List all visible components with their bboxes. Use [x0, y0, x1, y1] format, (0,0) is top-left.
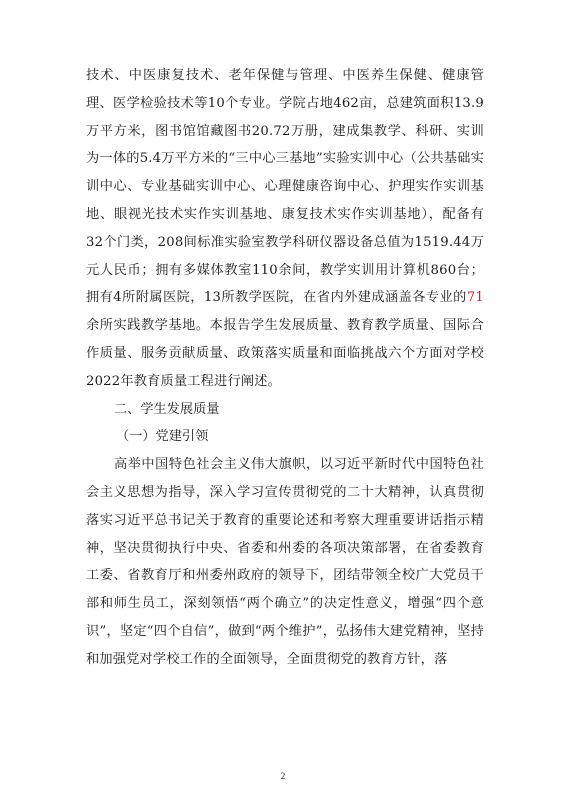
page-number: 2	[280, 771, 286, 781]
intro-paragraph	[86, 62, 484, 396]
section-heading: 二、学生发展质量	[114, 401, 220, 417]
page-content	[86, 62, 484, 674]
highlighted-number: 71	[466, 290, 484, 306]
subsection-heading: （一）党建引领	[116, 429, 209, 445]
intro-text-before: 技术、中医康复技术、老年保健与管理、中医养生保健、健康管理、医学检验技术等10个专业。学院占地462亩，总建筑面积13.9万平方米，图书馆馆藏图书20.72万册，建成集教学、科研、实训为一体的5.4万平方米的“三中心三基地”实验实训中心（公共基础实训中心、专业基础实训中心、心理健康咨询中心、护理实作实训基地、眼视光技术实作实训基地、康复技术实作实训基地），配备有32个门类，208间标准实验室教学科研仪器设备总值为1519.44万元人民币；拥有多媒体教室110余间，教学实训用计算机860台；拥有4所附属医院，13所教学医院，在省内外建成涵盖各专业的	[86, 68, 484, 306]
body-paragraph: 高举中国特色社会主义伟大旗帜，以习近平新时代中国特色社会主义思想为指导，深入学习宣传贯彻党的二十大精神，认真贯彻落实习近平总书记关于教育的重要论述和考察大理重要讲话指示精神，坚决贯彻执行中央、省委和州委的各项决策部署，在省委教育工委、省教育厅和州委州政府的领导下，团结带领全校广大党员干部和师生员工，深刻领悟“两个确立”的决定性意义，增强“四个意识”，坚定“四个自信”，做到“两个维护”，弘扬伟大建党精神，坚持和加强党对学校工作的全面领导，全面贯彻党的教育方针，落	[86, 457, 484, 667]
intro-text-after: 余所实践教学基地。本报告学生发展质量、教育教学质量、国际合作质量、服务贡献质量、政策落实质量和面临挑战六个方面对学校2022年教育质量工程进行阐述。	[86, 318, 484, 389]
